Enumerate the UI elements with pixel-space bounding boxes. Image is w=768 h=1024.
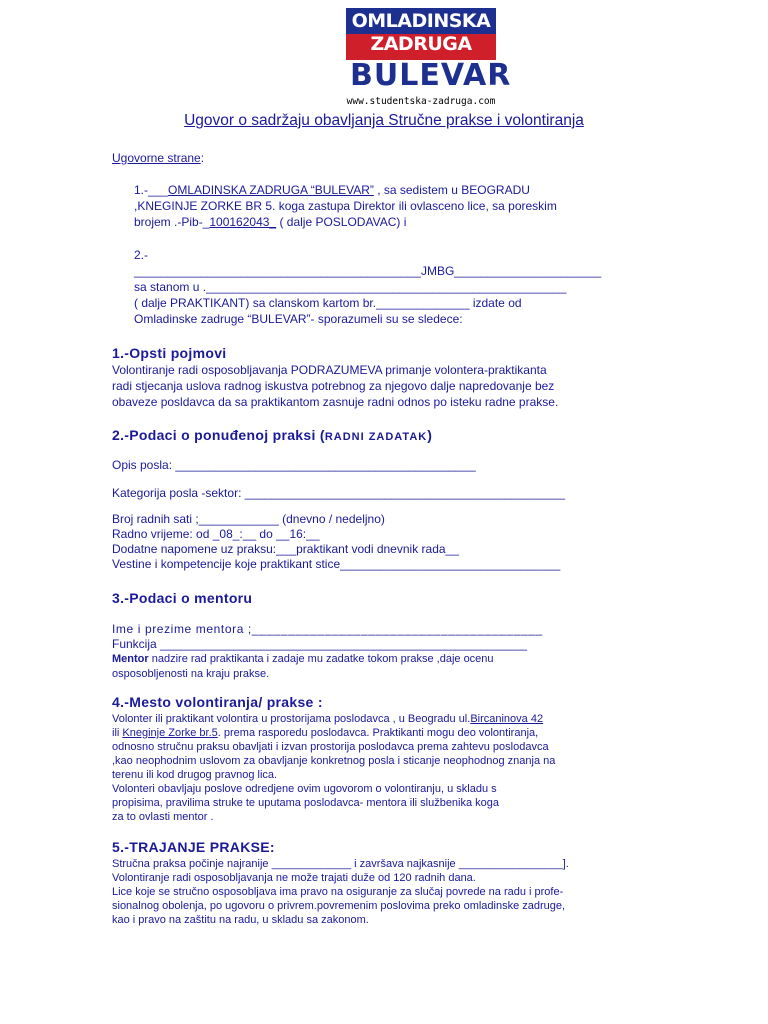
location-line1: Volonter ili praktikant volontira u prostorijama poslodavca , u Beogradu ul.Bircaninova 42 <box>112 713 544 725</box>
section1-line: radi stjecanja uslova radnog iskustva potrebnog za njegovo dalje napredovanje bez <box>112 379 555 393</box>
section4-line: propisima, pravilima struke te uputama poslodavca- mentora ili službenika koga <box>112 797 500 809</box>
section4-line: Volonteri obavljaju poslove odredjene ovim ugovorom o volontiranju, u skladu s <box>112 783 497 795</box>
section4-line: ,kao neophodnim uslovom za obavljanje konkretnog posla i sticanje neophodnog znanja na <box>112 755 556 767</box>
party1-line1: 1.-___OMLADINSKA ZADRUGA “BULEVAR” , sa sedistem u BEOGRADU <box>134 183 530 197</box>
logo-text-line1: OMLADINSKA <box>351 10 491 32</box>
company-logo <box>346 8 512 108</box>
mentor-function-field[interactable]: Funkcija _______________________________________________________ <box>112 637 528 651</box>
party2-address-field[interactable]: sa stanom u .______________________________________________________ <box>134 280 567 294</box>
party1-pib: 100162043_ <box>209 215 277 229</box>
section5-line: kao i pravo na zaštitu na radu, u skladu sa zakonom. <box>112 914 369 926</box>
section5-line: sionalnog obolenja, po ugovoru o privrem.povremenim poslovima preko omladinske zadruge, <box>112 900 566 912</box>
job-category-field[interactable]: Kategorija posla -sektor: ________________________________________________ <box>112 486 566 500</box>
location-line2: ili Kneginje Zorke br.5. prema rasporedu poslodavca. Praktikanti mogu deo volontiranja, <box>112 727 539 739</box>
address-link-kneginje-zorke[interactable]: Kneginje Zorke br.5 <box>122 727 218 739</box>
mentor-name-field[interactable]: Ime i prezime mentora ;________________________________________ <box>112 622 543 636</box>
mentor-description: Mentor nadzire rad praktikanta i zadaje mu zadatke tokom prakse ,daje ocenu <box>112 653 494 665</box>
section5-line: Volontiranje radi osposobljavanja ne može trajati duže od 120 radnih dana. <box>112 872 476 884</box>
section2-heading: 2.-Podaci o ponuđenoj praksi (RADNI ZADATAK) <box>112 427 433 443</box>
skills-field[interactable]: Vestine i kompetencije koje praktikant stice_________________________________ <box>112 557 561 571</box>
party1-line2: ,KNEGINJE ZORKE BR 5. koga zastupa Direktor ili ovlasceno lice, sa poreskim <box>134 199 557 213</box>
additional-notes-field[interactable]: Dodatne napomene uz praksu:___praktikant vodi dnevnik rada__ <box>112 542 459 556</box>
section4-line: za to ovlasti mentor . <box>112 811 214 823</box>
section1-heading: 1.-Opsti pojmovi <box>112 345 227 361</box>
address-link-bircaninova[interactable]: Bircaninova 42 <box>470 713 544 725</box>
work-hours-field[interactable]: Broj radnih sati ;____________ (dnevno / nedeljno) <box>112 512 385 526</box>
job-description-field[interactable]: Opis posla: _____________________________________________ <box>112 458 476 472</box>
mentor-description-line2: osposobljenosti na kraju prakse. <box>112 668 270 680</box>
work-time-field[interactable]: Radno vrijeme: od _08_:__ do __16:__ <box>112 527 320 541</box>
parties-label: Ugovorne strane: <box>112 151 205 165</box>
section4-heading: 4.-Mesto volontiranja/ prakse : <box>112 694 323 710</box>
logo-flag <box>346 8 496 60</box>
section1-line: Volontiranje radi osposobljavanja PODRAZUMEVA primanje volontera-praktikanta <box>112 363 547 377</box>
section4-line: terenu ili kod drugog pravnog lica. <box>112 769 278 781</box>
party2-line1: 2.- <box>134 248 149 262</box>
party2-line5: Omladinske zadruge “BULEVAR”- sporazumeli su se sledece: <box>134 312 463 326</box>
document-title: Ugovor o sadržaju obavljanja Stručne prakse i volontiranja <box>184 112 584 129</box>
section4-line: odnosno stručnu praksu obavljati i izvan prostorija poslodavca prema zahtevu poslodavca <box>112 741 549 753</box>
section5-heading: 5.-TRAJANJE PRAKSE: <box>112 839 275 855</box>
logo-url[interactable]: www.studentska-zadruga.com <box>346 96 496 107</box>
section1-line: obaveze posldavca da sa praktikantom zasnuje radni odnos po isteku radne prakse. <box>112 395 559 409</box>
party1-line3: brojem .-Pib-_100162043_ ( dalje POSLODAVAC) i <box>134 215 407 229</box>
practice-dates-field[interactable]: Stručna praksa počinje najranije _____________ i završava najkasnije _________________]. <box>112 858 569 870</box>
party1-name: OMLADINSKA ZADRUGA “BULEVAR” <box>168 183 374 197</box>
party2-member-card-field[interactable]: ( dalje PRAKTIKANT) sa clanskom kartom br.______________ izdate od <box>134 296 522 310</box>
party2-name-jmbg-field[interactable]: ___________________________________________JMBG______________________ <box>134 264 602 278</box>
section5-line: Lice koje se stručno osposobljava ima pravo na osiguranje za slučaj povrede na radu i profe- <box>112 886 564 898</box>
logo-brand: BULEVAR <box>350 58 512 93</box>
section3-heading: 3.-Podaci o mentoru <box>112 590 253 606</box>
logo-text-line2: ZADRUGA <box>370 33 472 55</box>
